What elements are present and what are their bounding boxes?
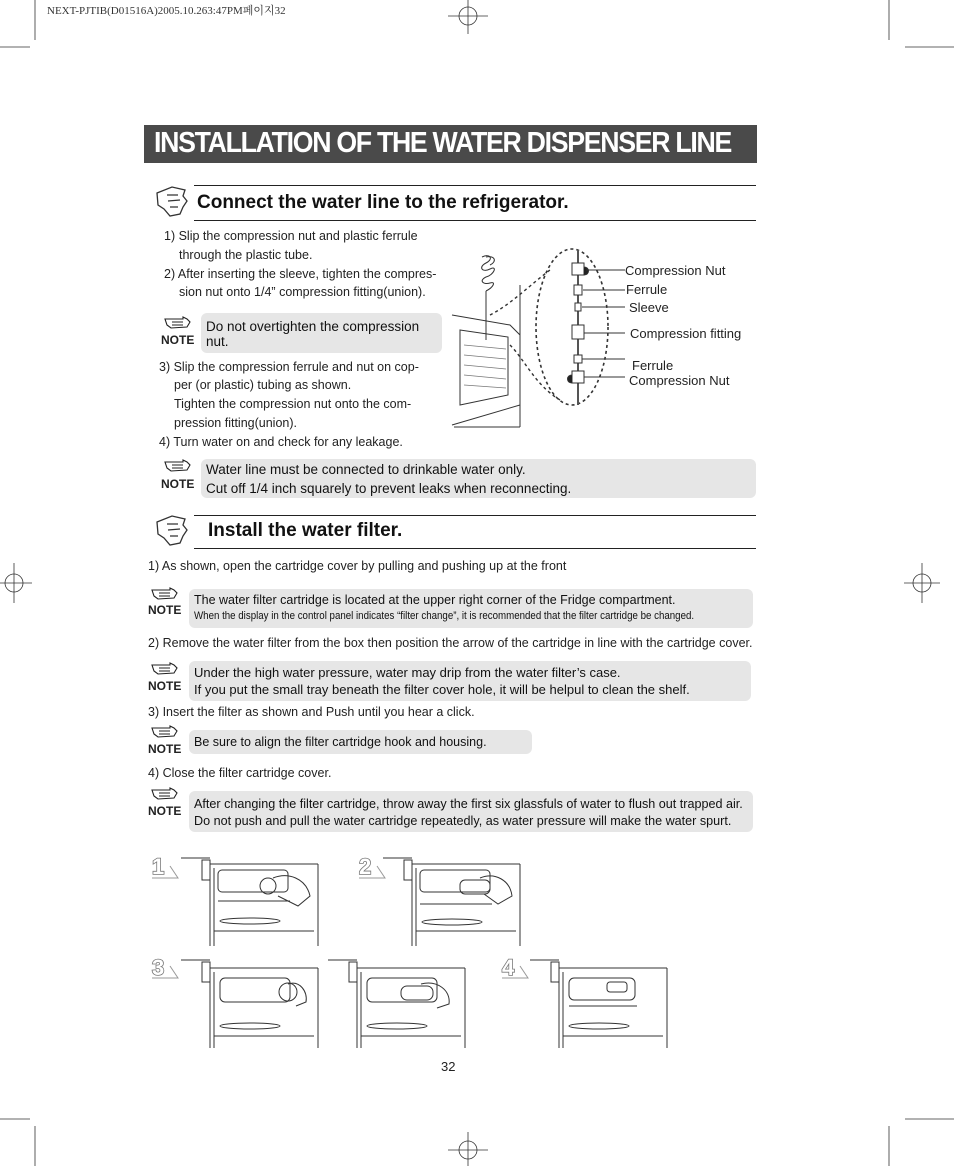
s2-step1: 1) As shown, open the cartridge cover by pulling and pushing up at the front	[148, 559, 567, 573]
s2-note3: Be sure to align the filter cartridge hook and housing.	[194, 735, 487, 749]
s2-note1-line2: When the display in the control panel indicates “filter change”, it is recommended that the filter cartridge be changed.	[194, 610, 695, 622]
page-number: 32	[441, 1059, 456, 1074]
s2-step2: 2) Remove the water filter from the box then position the arrow of the cartridge in line with the cartridge cover.	[148, 636, 753, 650]
figure-number-shadow	[500, 960, 530, 980]
note-label: NOTE	[148, 742, 182, 756]
pointing-hand-icon	[154, 183, 190, 219]
label-compression-nut-top: Compression Nut	[625, 263, 726, 278]
section2-top-rule	[194, 515, 756, 516]
note-label: NOTE	[148, 603, 182, 617]
s1-step3-line4: pression fitting(union).	[174, 416, 297, 430]
section1-heading: Connect the water line to the refrigerator.	[197, 192, 569, 213]
water-line-diagram	[450, 245, 630, 430]
s1-step1-line1: 1) Slip the compression nut and plastic ferrule	[164, 229, 418, 243]
section2-bottom-rule	[194, 548, 756, 549]
label-ferrule-bottom: Ferrule	[632, 358, 674, 373]
note-label: NOTE	[161, 333, 195, 347]
fridge-illustration-1	[178, 856, 323, 948]
fridge-illustration-4	[527, 958, 672, 1050]
s1-note1-line2: nut.	[206, 334, 229, 349]
note-hand-icon	[150, 661, 180, 679]
s1-note2-line1: Water line must be connected to drinkable water only.	[206, 462, 526, 477]
figure-number-shadow	[150, 960, 180, 980]
label-compression-fitting: Compression fitting	[630, 326, 742, 341]
section1-top-rule	[194, 185, 756, 186]
s1-step3-line3: Tighten the compression nut onto the com-	[174, 397, 412, 411]
note-hand-icon	[163, 315, 193, 333]
s2-note4-line1: After changing the filter cartridge, throw away the first six glassfuls of water to flush out trapped air.	[194, 797, 743, 811]
label-compression-nut-bottom: Compression Nut	[629, 373, 730, 388]
figure-number-4: 4	[502, 955, 515, 980]
note-hand-icon	[150, 786, 180, 804]
section1-bottom-rule	[194, 220, 756, 221]
note-label: NOTE	[148, 804, 182, 818]
note-hand-icon	[150, 724, 180, 742]
s1-step3-line1: 3) Slip the compression ferrule and nut on cop-	[159, 360, 419, 374]
page-title: INSTALLATION OF THE WATER DISPENSER LINE	[154, 127, 731, 159]
s2-step3: 3) Insert the filter as shown and Push until you hear a click.	[148, 705, 475, 719]
note-hand-icon	[150, 586, 180, 604]
pointing-hand-icon	[154, 512, 190, 548]
s1-step2-line2: sion nut onto 1/4” compression fitting(union).	[179, 285, 426, 299]
fridge-illustration-3a	[178, 958, 323, 1050]
s1-note1-line1: Do not overtighten the compression	[206, 319, 420, 334]
fridge-illustration-3b	[325, 958, 470, 1050]
note-label: NOTE	[148, 679, 182, 693]
figure-number-3: 3	[152, 955, 165, 980]
s2-note4-line2: Do not push and pull the water cartridge repeatedly, as water pressure will make the water spurt.	[194, 814, 732, 828]
s2-note2-line1: Under the high water pressure, water may drip from the water filter’s case.	[194, 665, 621, 680]
label-ferrule-top: Ferrule	[626, 282, 668, 297]
note-hand-icon	[163, 458, 193, 476]
s1-note2-line2: Cut off 1/4 inch squarely to prevent leaks when reconnecting.	[206, 481, 572, 496]
section2-heading: Install the water filter.	[208, 520, 403, 541]
s1-step4: 4) Turn water on and check for any leakage.	[159, 435, 403, 449]
fridge-illustration-2	[380, 856, 525, 948]
s1-step3-line2: per (or plastic) tubing as shown.	[174, 378, 352, 392]
s1-step2-line1: 2) After inserting the sleeve, tighten the compres-	[164, 267, 437, 281]
note-label: NOTE	[161, 477, 195, 491]
figure-number-1: 1	[152, 854, 165, 879]
figure-number-shadow	[150, 860, 180, 880]
label-sleeve: Sleeve	[629, 300, 669, 315]
s2-step4: 4) Close the filter cartridge cover.	[148, 766, 332, 780]
s2-note1-line1: The water filter cartridge is located at the upper right corner of the Fridge compartment.	[194, 593, 676, 607]
figure-number-2: 2	[359, 854, 372, 879]
s1-step1-line2: through the plastic tube.	[179, 248, 313, 262]
s2-note2-line2: If you put the small tray beneath the filter cover hole, it will be helpul to clean the shelf.	[194, 682, 690, 697]
file-header: NEXT-PJTIB(D01516A)2005.10.263:47PM페이지32	[47, 5, 286, 17]
